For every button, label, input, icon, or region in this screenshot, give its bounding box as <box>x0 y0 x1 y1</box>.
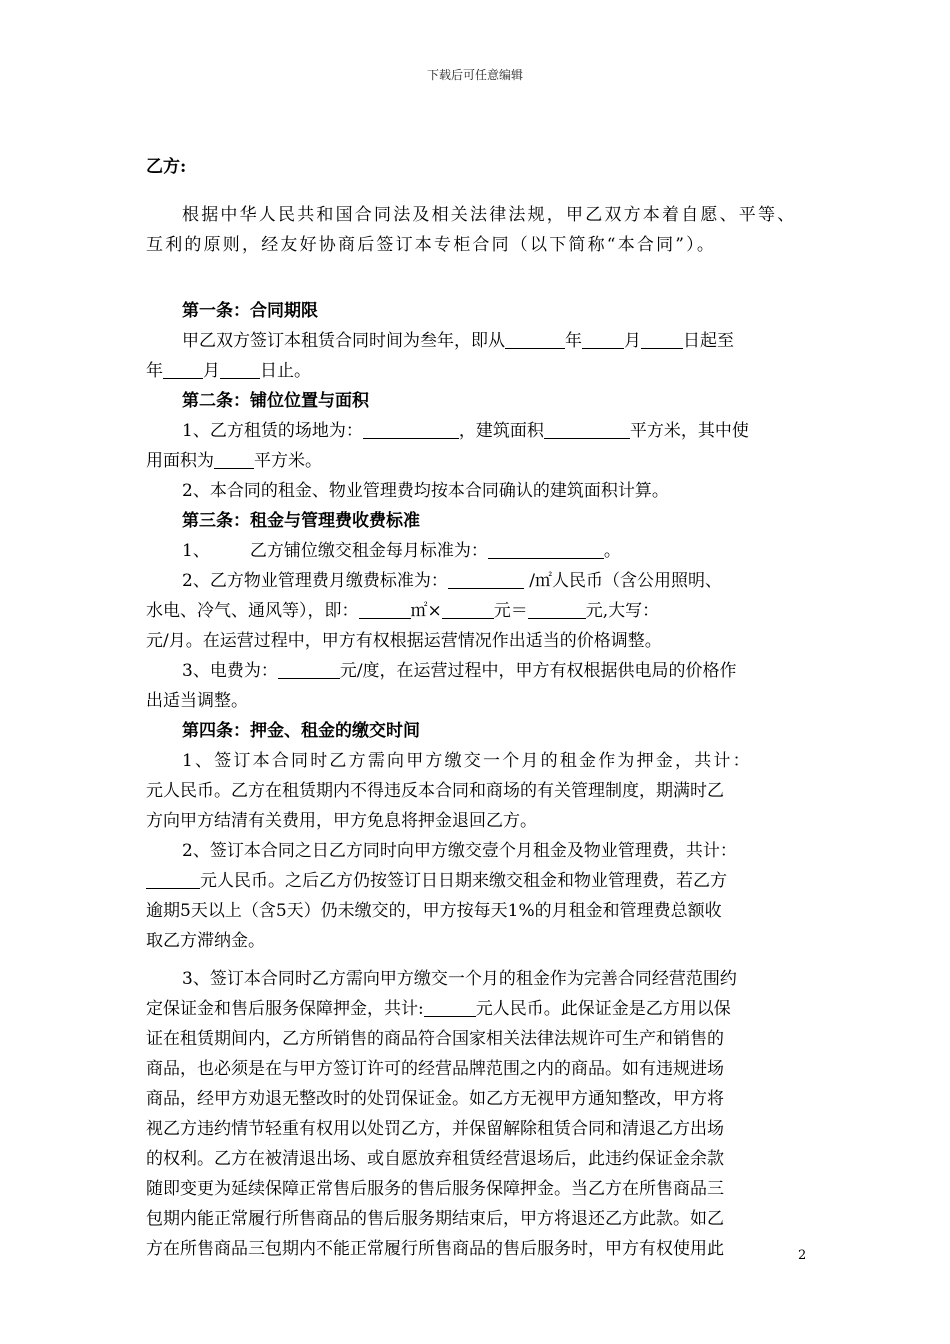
text: 3、电费为： <box>182 661 278 681</box>
article-3-title: 第三条：租金与管理费收费标准 <box>182 511 420 531</box>
page-header: 下载后可任意编辑 <box>426 68 523 82</box>
text: 1、乙方租赁的场地为： <box>182 421 363 441</box>
article-2-line-2 <box>146 446 810 476</box>
article-4-p3-line-5: 商品，经甲方劝退无整改时的处罚保证金。如乙方无视甲方通知整改，甲方将 <box>146 1089 724 1109</box>
article-4-p2-line-4: 取乙方滞纳金。 <box>146 931 265 951</box>
party-b-label: 乙方: <box>146 157 187 177</box>
blank-area <box>544 419 630 439</box>
text: 元人民币。此保证金是乙方用以保 <box>475 999 731 1019</box>
article-2-title: 第二条：铺位位置与面积 <box>182 391 369 411</box>
article-4-p3-line-8: 随即变更为延续保障正常售后服务的售后服务保障押金。当乙方在所售商品三 <box>146 1179 724 1199</box>
article-1-line-1 <box>146 326 810 356</box>
text: 年 <box>146 361 163 381</box>
page-number: 2 <box>798 1248 807 1263</box>
blank-guarantee <box>424 997 476 1017</box>
blank-first-payment <box>146 869 200 889</box>
article-2-line-1 <box>146 416 810 446</box>
article-4-p3-line-6: 视乙方违约情节轻重有权用以处罚乙方，并保留解除租赁合同和清退乙方出场 <box>146 1119 724 1139</box>
article-4-p3-line-2 <box>146 994 810 1024</box>
text: 1、 <box>182 541 210 561</box>
article-3-line-1 <box>146 536 810 566</box>
blank-venue <box>363 419 459 439</box>
article-3-line-4: 元/月。在运营过程中，甲方有权根据运营情况作出适当的价格调整。 <box>146 631 662 651</box>
text: 。 <box>603 541 621 561</box>
article-4-p3-line-10: 方在所售商品三包期内不能正常履行所售商品的售后服务时，甲方有权使用此 <box>146 1239 724 1259</box>
article-4-title: 第四条：押金、租金的缴交时间 <box>182 721 420 741</box>
spacer <box>146 956 810 964</box>
text: 2、乙方物业管理费月缴费标准为： <box>182 571 448 591</box>
text: 乙方铺位缴交租金每月标准为： <box>249 541 488 561</box>
article-3-line-6: 出适当调整。 <box>146 691 248 711</box>
text: 年 <box>565 331 582 351</box>
blank-year <box>505 329 565 349</box>
text: 元,大写： <box>585 601 660 621</box>
article-4-p2-line-3: 逾期5天以上（含5天）仍未缴交的，甲方按每天1%的月租金和管理费总额收 <box>146 901 722 921</box>
blank-mgmt-fee <box>448 569 524 589</box>
text: 平方米。 <box>254 451 322 471</box>
text: 月 <box>624 331 641 351</box>
text: 元＝ <box>493 601 528 621</box>
text: ，建筑面积 <box>458 421 544 441</box>
blank-day-end <box>220 359 260 379</box>
blank-day <box>641 329 683 349</box>
blank-usable-area <box>214 449 254 469</box>
article-4-p3-line-4: 商品，也必须是在与甲方签订许可的经营品牌范围之内的商品。如有违规进场 <box>146 1059 724 1079</box>
article-4-p2-line-1: 2、签订本合同之日乙方同时向甲方缴交壹个月租金及物业管理费，共计： <box>182 841 737 861</box>
article-3-line-2 <box>146 566 810 596</box>
article-4-p3-line-3: 证在租赁期间内，乙方所销售的商品符合国家相关法律法规许可生产和销售的 <box>146 1029 724 1049</box>
text: 甲乙双方签订本租赁合同时间为叁年，即从 <box>182 331 505 351</box>
text: ㎡× <box>410 601 442 621</box>
article-1-line-2 <box>146 356 810 386</box>
article-3-line-3 <box>146 596 810 626</box>
article-4-p2-line-2 <box>146 866 810 896</box>
article-4-p1-line-2: 元人民币。乙方在租赁期内不得违反本合同和商场的有关管理制度，期满时乙 <box>146 781 724 801</box>
article-1-title: 第一条：合同期限 <box>182 301 318 321</box>
article-4-p1-line-1: 1、签订本合同时乙方需向甲方缴交一个月的租金作为押金，共计： <box>182 751 752 771</box>
article-4-p3-line-7: 的权利。乙方在被清退出场、或自愿放弃租赁经营退场后，此违约保证金余款 <box>146 1149 724 1169</box>
intro-line-1: 根据中华人民共和国合同法及相关法律法规，甲乙双方本着自愿、平等、 <box>182 205 797 225</box>
blank-unit-price <box>442 599 494 619</box>
blank-sqm <box>359 599 411 619</box>
spacer <box>146 260 810 296</box>
article-3-line-5 <box>146 656 810 686</box>
blank-month <box>582 329 624 349</box>
blank-total <box>528 599 586 619</box>
contract-body <box>146 200 810 1264</box>
text: 定保证金和售后服务保障押金，共计: <box>146 999 424 1019</box>
article-4-p3-line-9: 包期内能正常履行所售商品的售后服务期结束后，甲方将退还乙方此款。如乙 <box>146 1209 724 1229</box>
article-4-p3-line-1: 3、签订本合同时乙方需向甲方缴交一个月的租金作为完善合同经营范围约 <box>182 969 737 989</box>
blank-electricity <box>278 659 340 679</box>
text: 平方米，其中使 <box>629 421 749 441</box>
text: 日止。 <box>260 361 311 381</box>
text: 元人民币。之后乙方仍按签订日日期来缴交租金和物业管理费，若乙方 <box>200 871 727 891</box>
blank-month-end <box>163 359 203 379</box>
article-2-line-3: 2、本合同的租金、物业管理费均按本合同确认的建筑面积计算。 <box>182 481 669 501</box>
text: 水电、冷气、通风等），即： <box>146 601 359 621</box>
text: 日起至 <box>683 331 734 351</box>
text: /㎡人民币（含公用照明、 <box>529 571 722 591</box>
text: 月 <box>203 361 220 381</box>
text: 元/度，在运营过程中，甲方有权根据供电局的价格作 <box>339 661 737 681</box>
article-4-p1-line-3: 方向甲方结清有关费用，甲方免息将押金退回乙方。 <box>146 811 537 831</box>
text: 用面积为 <box>146 451 214 471</box>
intro-line-2: 互利的原则，经友好协商后签订本专柜合同（以下简称“本合同”）。 <box>146 235 717 255</box>
blank-rent <box>488 539 604 559</box>
